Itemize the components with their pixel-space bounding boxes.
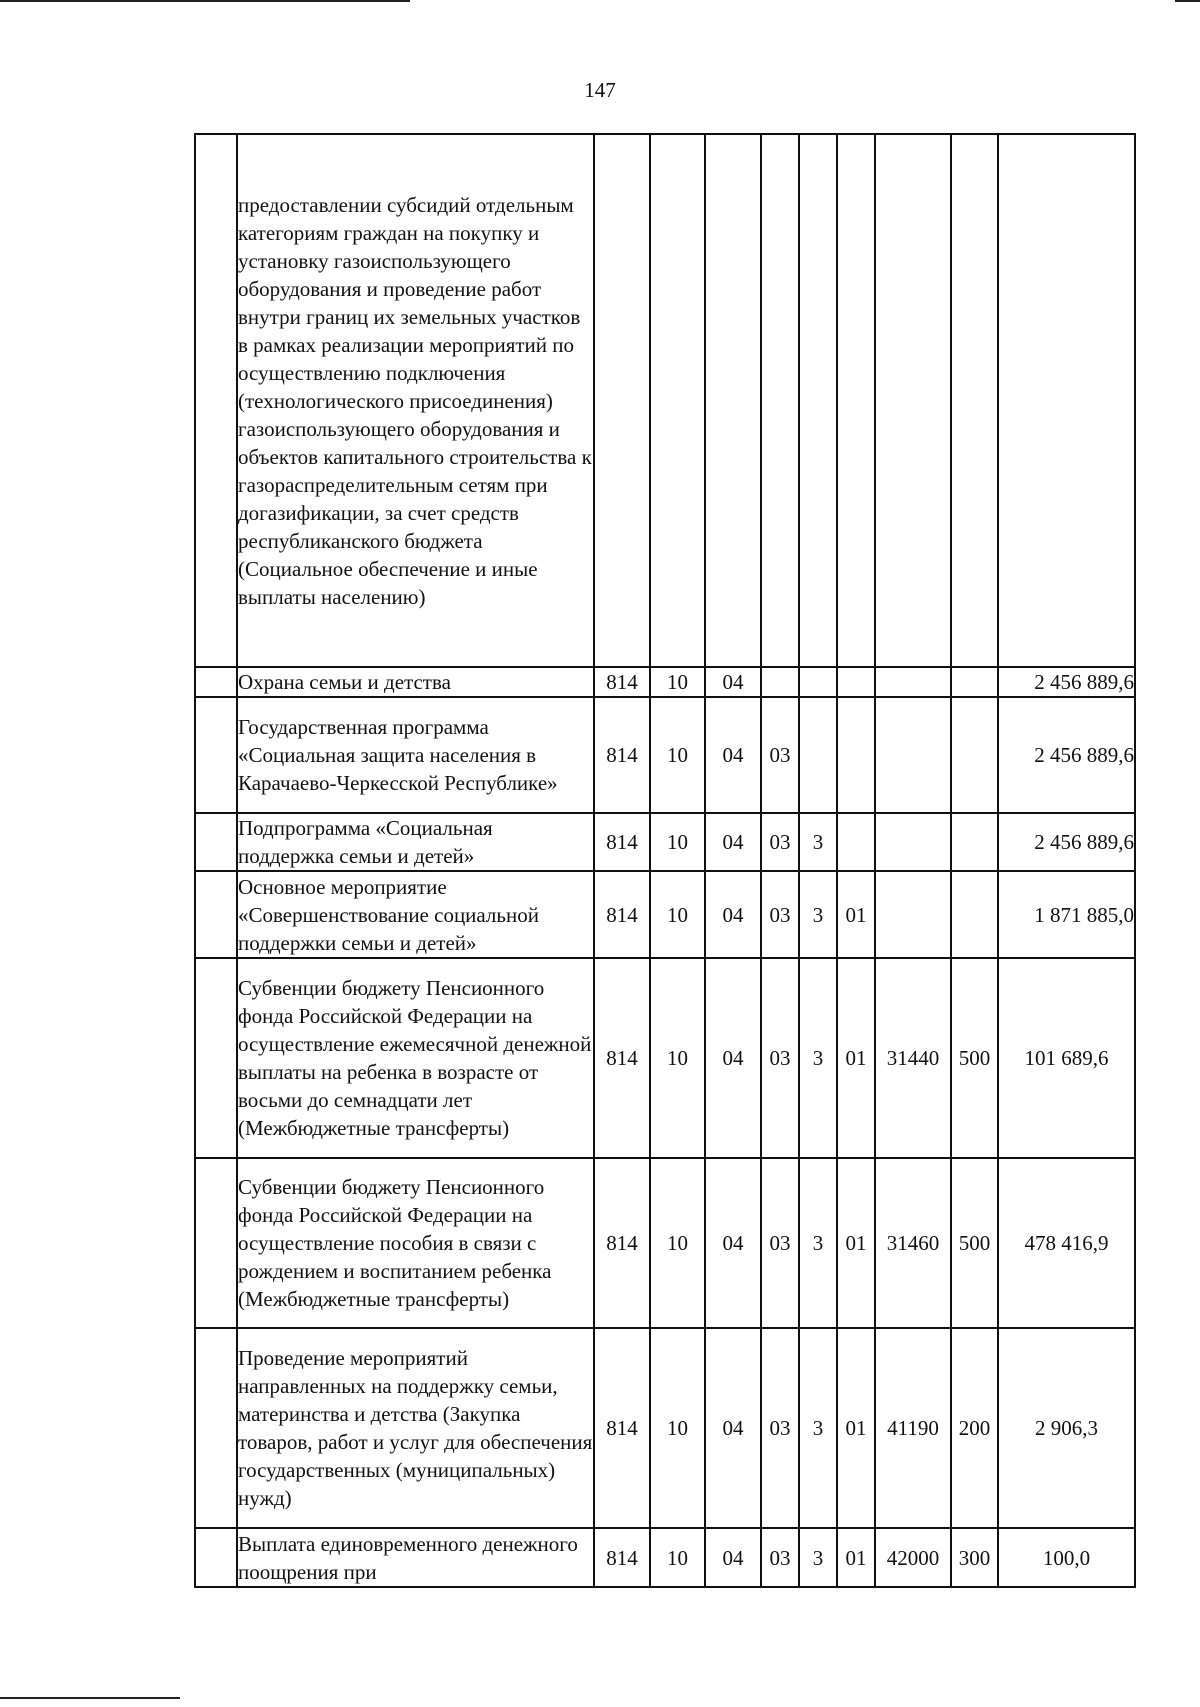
subprogram-code: 3 — [799, 1328, 837, 1528]
expense-type-code: 500 — [951, 1158, 998, 1328]
subprogram-code: 3 — [799, 1528, 837, 1587]
subsection-code: 04 — [705, 813, 761, 871]
subsection-code: 04 — [705, 958, 761, 1158]
expense-type-code — [951, 667, 998, 697]
row-number-cell — [195, 697, 237, 813]
subprogram-code — [799, 667, 837, 697]
budget-table — [194, 133, 1136, 1588]
item-name: Проведение мероприятий направленных на поддержку семьи, материнства и детства (Закупка товаров, работ и услуг для обеспечения государственных (муниципальных) нужд) — [237, 1328, 594, 1528]
section-code: 10 — [650, 1528, 705, 1587]
main-activity-code — [837, 813, 875, 871]
table-row — [195, 697, 1135, 813]
expense-direction-code — [875, 813, 951, 871]
subsection-code — [705, 134, 761, 667]
table-row — [195, 871, 1135, 958]
item-name: Основное мероприятие «Совершенствование социальной поддержки семьи и детей» — [237, 871, 594, 958]
row-number-cell — [195, 667, 237, 697]
program-code: 03 — [761, 697, 799, 813]
table-row — [195, 958, 1135, 1158]
item-name: Субвенции бюджету Пенсионного фонда Российской Федерации на осуществление ежемесячной денежной выплаты на ребенка в возрасте от восьми до семнадцати лет (Межбюджетные трансферты) — [237, 958, 594, 1158]
section-code: 10 — [650, 697, 705, 813]
subprogram-code — [799, 134, 837, 667]
expense-type-code: 300 — [951, 1528, 998, 1587]
ministry-code: 814 — [594, 667, 650, 697]
table-row — [195, 1158, 1135, 1328]
subprogram-code: 3 — [799, 871, 837, 958]
main-activity-code — [837, 697, 875, 813]
row-number-cell — [195, 1158, 237, 1328]
section-code: 10 — [650, 958, 705, 1158]
item-name: Выплата единовременного денежного поощрения при — [237, 1528, 594, 1587]
item-name: предоставлении субсидий отдельным категориям граждан на покупку и установку газоиспользующего оборудования и проведение работ внутри границ их земельных участков в рамках реализации мероприятий по осуществлению подключения (технологического присоединения) газоиспользующего оборудования и объектов капитального строительства к газораспределительным сетям при догазификации, за счет средств республиканского бюджета (Социальное обеспечение и иные выплаты населению) — [237, 134, 594, 667]
program-code: 03 — [761, 1528, 799, 1587]
expense-type-code: 500 — [951, 958, 998, 1158]
amount: 478 416,9 — [998, 1158, 1135, 1328]
program-code — [761, 134, 799, 667]
main-activity-code — [837, 667, 875, 697]
amount: 100,0 — [998, 1528, 1135, 1587]
row-number-cell — [195, 958, 237, 1158]
ministry-code: 814 — [594, 697, 650, 813]
ministry-code: 814 — [594, 1528, 650, 1587]
expense-direction-code — [875, 697, 951, 813]
expense-direction-code: 31460 — [875, 1158, 951, 1328]
scan-edge-line — [0, 0, 410, 2]
main-activity-code: 01 — [837, 1328, 875, 1528]
subsection-code: 04 — [705, 1158, 761, 1328]
amount: 101 689,6 — [998, 958, 1135, 1158]
amount: 2 456 889,6 — [998, 813, 1135, 871]
subprogram-code: 3 — [799, 813, 837, 871]
expense-type-code: 200 — [951, 1328, 998, 1528]
page-number: 147 — [584, 78, 616, 102]
ministry-code — [594, 134, 650, 667]
item-name: Подпрограмма «Социальная поддержка семьи и детей» — [237, 813, 594, 871]
row-number-cell — [195, 1528, 237, 1587]
scan-edge-line — [0, 1697, 180, 1699]
main-activity-code: 01 — [837, 1158, 875, 1328]
amount — [998, 134, 1135, 667]
expense-direction-code — [875, 667, 951, 697]
scan-edge-line — [1175, 0, 1200, 2]
section-code: 10 — [650, 1328, 705, 1528]
section-code: 10 — [650, 871, 705, 958]
subprogram-code: 3 — [799, 1158, 837, 1328]
expense-type-code — [951, 697, 998, 813]
main-activity-code: 01 — [837, 871, 875, 958]
program-code — [761, 667, 799, 697]
ministry-code: 814 — [594, 1328, 650, 1528]
expense-direction-code — [875, 134, 951, 667]
amount: 1 871 885,0 — [998, 871, 1135, 958]
section-code: 10 — [650, 667, 705, 697]
subprogram-code — [799, 697, 837, 813]
subsection-code: 04 — [705, 1328, 761, 1528]
subsection-code: 04 — [705, 697, 761, 813]
ministry-code: 814 — [594, 1158, 650, 1328]
program-code: 03 — [761, 1328, 799, 1528]
ministry-code: 814 — [594, 871, 650, 958]
table-row — [195, 667, 1135, 697]
expense-type-code — [951, 134, 998, 667]
ministry-code: 814 — [594, 958, 650, 1158]
program-code: 03 — [761, 813, 799, 871]
main-activity-code: 01 — [837, 958, 875, 1158]
amount: 2 456 889,6 — [998, 697, 1135, 813]
item-name: Охрана семьи и детства — [237, 667, 594, 697]
expense-type-code — [951, 871, 998, 958]
table-row — [195, 1328, 1135, 1528]
program-code: 03 — [761, 871, 799, 958]
section-code: 10 — [650, 1158, 705, 1328]
table-row — [195, 134, 1135, 667]
program-code: 03 — [761, 1158, 799, 1328]
amount: 2 906,3 — [998, 1328, 1135, 1528]
expense-direction-code: 31440 — [875, 958, 951, 1158]
expense-direction-code: 41190 — [875, 1328, 951, 1528]
expense-direction-code: 42000 — [875, 1528, 951, 1587]
row-number-cell — [195, 1328, 237, 1528]
amount: 2 456 889,6 — [998, 667, 1135, 697]
item-name: Субвенции бюджету Пенсионного фонда Российской Федерации на осуществление пособия в связи с рождением и воспитанием ребенка (Межбюджетные трансферты) — [237, 1158, 594, 1328]
subprogram-code: 3 — [799, 958, 837, 1158]
main-activity-code: 01 — [837, 1528, 875, 1587]
subsection-code: 04 — [705, 1528, 761, 1587]
program-code: 03 — [761, 958, 799, 1158]
main-activity-code — [837, 134, 875, 667]
expense-type-code — [951, 813, 998, 871]
section-code: 10 — [650, 813, 705, 871]
row-number-cell — [195, 871, 237, 958]
table-row — [195, 1528, 1135, 1587]
subsection-code: 04 — [705, 871, 761, 958]
row-number-cell — [195, 813, 237, 871]
row-number-cell — [195, 134, 237, 667]
item-name: Государственная программа «Социальная защита населения в Карачаево-Черкесской Республике» — [237, 697, 594, 813]
ministry-code: 814 — [594, 813, 650, 871]
subsection-code: 04 — [705, 667, 761, 697]
section-code — [650, 134, 705, 667]
expense-direction-code — [875, 871, 951, 958]
table-row — [195, 813, 1135, 871]
